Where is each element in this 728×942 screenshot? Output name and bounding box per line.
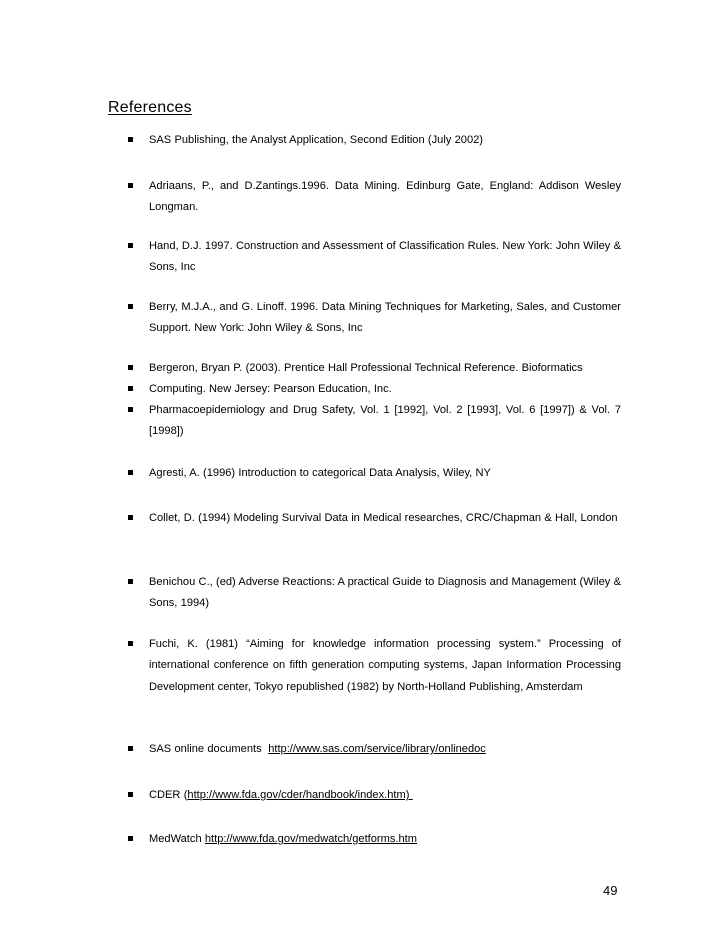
square-bullet-icon bbox=[128, 137, 133, 142]
reference-item bbox=[149, 739, 621, 760]
reference-item bbox=[149, 400, 621, 443]
square-bullet-icon bbox=[128, 386, 133, 391]
medwatch-forms-link[interactable]: http://www.fda.gov/medwatch/getforms.htm bbox=[204, 833, 417, 845]
cder-handbook-link[interactable]: http://www.fda.gov/cder/handbook/index.htm) bbox=[187, 789, 413, 801]
page-number: 49 bbox=[603, 883, 618, 898]
square-bullet-icon bbox=[128, 836, 133, 841]
square-bullet-icon bbox=[128, 792, 133, 797]
reference-text: Berry, M.J.A., and G. Linoff. 1996. Data Mining Techniques for Marketing, Sales, and Customer Support. New York: John Wiley & Sons, Inc bbox=[149, 301, 621, 335]
reference-item bbox=[149, 634, 621, 698]
reference-item bbox=[149, 236, 621, 279]
square-bullet-icon bbox=[128, 183, 133, 188]
reference-text: Fuchi, K. (1981) “Aiming for knowledge information processing system.” Processing of international conference on fifth generation computing systems, Japan Information Processing Development center, Tokyo republished (1982) by North-Holland Publishing, Amsterdam bbox=[149, 638, 621, 693]
reference-text: Collet, D. (1994) Modeling Survival Data in Medical researches, CRC/Chapman & Hall, London bbox=[149, 512, 618, 524]
reference-text: Pharmacoepidemiology and Drug Safety, Vol. 1 [1992], Vol. 2 [1993], Vol. 6 [1997]) & Vol. 7 [1998]) bbox=[149, 404, 621, 438]
square-bullet-icon bbox=[128, 407, 133, 412]
reference-text: Agresti, A. (1996) Introduction to categorical Data Analysis, Wiley, NY bbox=[149, 467, 491, 479]
reference-text: Computing. New Jersey: Pearson Education, Inc. bbox=[149, 383, 392, 395]
reference-item bbox=[149, 176, 621, 219]
reference-item bbox=[149, 379, 621, 400]
reference-text: Benichou C., (ed) Adverse Reactions: A practical Guide to Diagnosis and Management (Wiley & Sons, 1994) bbox=[149, 576, 621, 610]
square-bullet-icon bbox=[128, 641, 133, 646]
reference-prefix: MedWatch bbox=[149, 833, 205, 845]
square-bullet-icon bbox=[128, 470, 133, 475]
reference-prefix: CDER ( bbox=[149, 789, 188, 801]
reference-item bbox=[149, 785, 621, 806]
references-heading: References bbox=[108, 99, 192, 116]
square-bullet-icon bbox=[128, 243, 133, 248]
square-bullet-icon bbox=[128, 304, 133, 309]
sas-online-docs-link[interactable]: http://www.sas.com/service/library/onlinedoc bbox=[268, 743, 486, 755]
reference-text: SAS Publishing, the Analyst Application, Second Edition (July 2002) bbox=[149, 134, 484, 146]
reference-item bbox=[149, 358, 621, 379]
reference-item bbox=[149, 572, 621, 615]
square-bullet-icon bbox=[128, 515, 133, 520]
reference-item bbox=[149, 297, 621, 340]
reference-item bbox=[149, 829, 621, 850]
reference-text: Bergeron, Bryan P. (2003). Prentice Hall Professional Technical Reference. Bioformatics bbox=[149, 362, 583, 374]
reference-item bbox=[149, 463, 621, 484]
reference-item bbox=[149, 130, 621, 151]
square-bullet-icon bbox=[128, 579, 133, 584]
square-bullet-icon bbox=[128, 746, 133, 751]
reference-prefix: SAS online documents bbox=[149, 743, 269, 755]
square-bullet-icon bbox=[128, 365, 133, 370]
reference-text: Adriaans, P., and D.Zantings.1996. Data Mining. Edinburg Gate, England: Addison Wesley Longman. bbox=[149, 180, 621, 214]
reference-text: Hand, D.J. 1997. Construction and Assessment of Classification Rules. New York: John Wiley & Sons, Inc bbox=[149, 240, 621, 274]
reference-item bbox=[149, 508, 621, 529]
